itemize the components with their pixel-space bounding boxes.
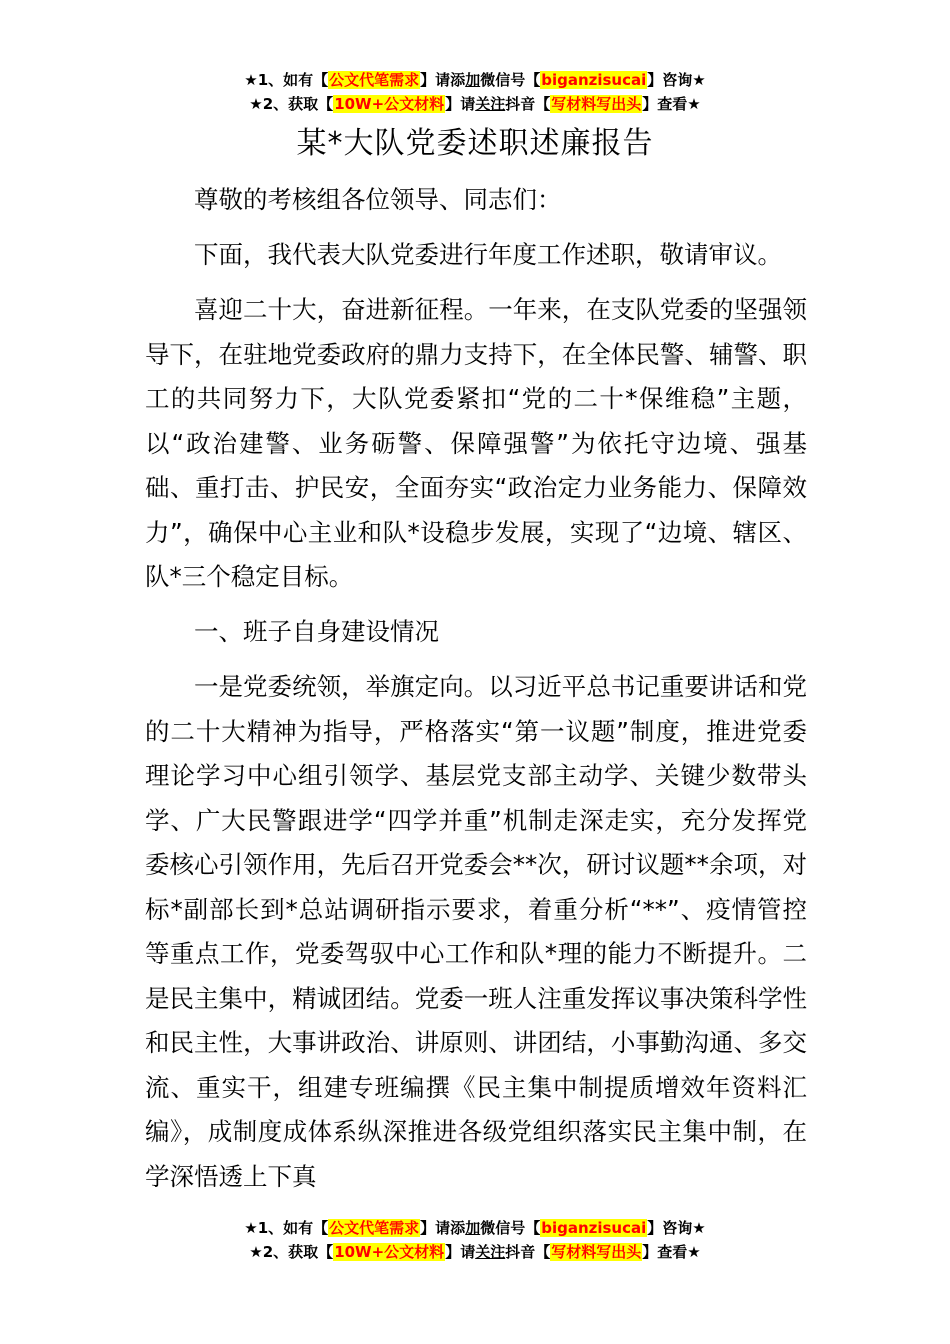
promo-text: 抖音【 xyxy=(505,1243,551,1261)
promo-highlight: 公文代笔需求 xyxy=(329,71,420,89)
promo-text: 】请添 xyxy=(420,1219,466,1237)
promo-text: 】请 xyxy=(445,1243,476,1261)
promo-wechat-id: biganzisucai xyxy=(541,1219,647,1237)
section-body-paragraph: 一是党委统领，举旗定向。以习近平总书记重要讲话和党的二十大精神为指导，严格落实“第一议题”制度，推进党委理论学习中心组引领学、基层党支部主动学、关键少数带头学、广大民警跟进学“四学并重”机制走深走实，充分发挥党委核心引领作用，先后召开党委会**次，研讨议题**余项，对标*副部长到*总站调研指示要求，着重分析“**”、疫情管控等重点工作，党委驾驭中心工作和队*理的能力不断提升。二是民主集中，精诚团结。党委一班人注重发挥议事决策科学性和民主性，大事讲政治、讲原则、讲团结，小事勤沟通、多交流、重实干，组建专班编撰《民主集中制提质增效年资料汇编》，成制度成体系纵深推进各级党组织落实民主集中制，在学深悟透上下真 xyxy=(145,672,807,1191)
document-title: 某*大队党委述职述廉报告 xyxy=(296,126,654,161)
promo-text: 】查看★ xyxy=(642,95,701,113)
promo-text: ★1、如有【 xyxy=(244,71,329,89)
promo-line-1 xyxy=(0,1216,950,1240)
promo-underlined-text: 加 xyxy=(465,71,481,89)
promo-text: 】请 xyxy=(445,95,476,113)
promo-text: 】咨询★ xyxy=(647,71,706,89)
promo-text: 微信号【 xyxy=(480,1219,541,1237)
salutation-paragraph: 尊敬的考核组各位领导、同志们： xyxy=(194,185,562,214)
promo-text: 微信号【 xyxy=(480,71,541,89)
promo-line-2 xyxy=(0,1240,950,1264)
promo-highlight: 写材料写出头 xyxy=(551,1243,642,1261)
overview-paragraph: 喜迎二十大，奋进新征程。一年来，在支队党委的坚强领导下，在驻地党委政府的鼎力支持下，在全体民警、辅警、职工的共同努力下，大队党委紧扣“党的二十*保维稳”主题，以“政治建警、业务砺警、保障强警”为依托守边境、强基础、重打击、护民安，全面夯实“政治定力业务能力、保障效力”，确保中心主业和队*设稳步发展，实现了“边境、辖区、队*三个稳定目标。 xyxy=(145,295,807,591)
promo-line-2 xyxy=(0,92,950,116)
promo-underlined-text: 关注 xyxy=(475,1243,506,1261)
promo-text: 抖音【 xyxy=(505,95,551,113)
promo-line-1 xyxy=(0,68,950,92)
promo-text: 】查看★ xyxy=(642,1243,701,1261)
section-heading: 一、班子自身建设情况 xyxy=(194,617,439,646)
header-promo-banner xyxy=(0,68,950,116)
promo-highlight: 10W+公文材料 xyxy=(334,95,445,113)
promo-text: ★1、如有【 xyxy=(244,1219,329,1237)
promo-highlight: 公文代笔需求 xyxy=(329,1219,420,1237)
promo-underlined-text: 加 xyxy=(465,1219,481,1237)
promo-text: 】咨询★ xyxy=(647,1219,706,1237)
intro-paragraph: 下面，我代表大队党委进行年度工作述职，敬请审议。 xyxy=(194,240,782,269)
footer-promo-banner xyxy=(0,1216,950,1264)
promo-highlight: 写材料写出头 xyxy=(551,95,642,113)
promo-underlined-text: 关注 xyxy=(475,95,506,113)
promo-highlight: 10W+公文材料 xyxy=(334,1243,445,1261)
promo-text: ★2、获取【 xyxy=(249,1243,334,1261)
promo-text: 】请添 xyxy=(420,71,466,89)
promo-text: ★2、获取【 xyxy=(249,95,334,113)
document-body xyxy=(145,178,807,1199)
promo-wechat-id: biganzisucai xyxy=(541,71,647,89)
